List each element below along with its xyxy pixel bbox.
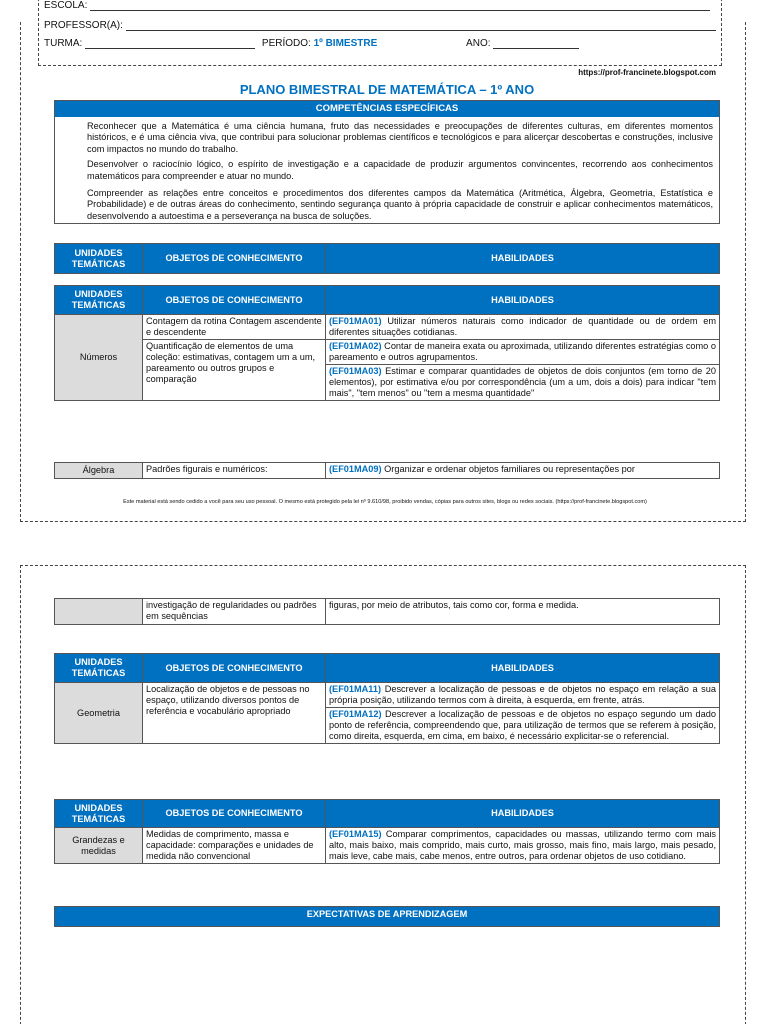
ano-label: ANO: xyxy=(466,38,491,49)
table-row xyxy=(55,340,720,365)
escola-line xyxy=(44,0,710,11)
habilidade-cell: (EF01MA09) Organizar e ordenar objetos familiares ou representações por xyxy=(326,463,720,479)
col-objetos: OBJETOS DE CONHECIMENTO xyxy=(143,654,326,683)
col-objetos: OBJETOS DE CONHECIMENTO xyxy=(143,286,326,315)
competencias-heading: COMPETÊNCIAS ESPECÍFICAS xyxy=(55,101,719,117)
escola-field[interactable] xyxy=(90,1,710,11)
table-row xyxy=(55,463,720,479)
unit-algebra: Álgebra xyxy=(55,463,143,479)
unit-grandezas: Grandezas e medidas xyxy=(55,828,143,864)
turma-label: TURMA: xyxy=(44,38,83,49)
col-unidades: UNIDADES TEMÁTICAS xyxy=(55,800,143,828)
habilidade-cell: (EF01MA12) Descrever a localização de pessoas e de objetos no espaço segundo um dado ponto de referência, compreendendo que, para utilização de termos que se referem à posição, como direita, esquerda, em cima, em baixo, é necessário explicitar-se o referencial. xyxy=(326,708,720,744)
geometria-table xyxy=(54,653,720,744)
habilidade-cell: (EF01MA15) Comparar comprimentos, capacidades ou massas, utilizando termo com mais alto, mais baixo, mais comprido, mais curto, mais grosso, mais fino, mais largo, mais pesado, mais leve, cabe mais, cabe menos, entre outros, para ordenar objetos de uso cotidiano. xyxy=(326,828,720,864)
copyright-footer: Este material está sendo cedido a você para seu uso pessoal. O mesmo está protegido pela lei nº 9.610/98, proibido vendas, cópias para outros sites, blogs ou redes sociais. (https://prof-francinete.blogspot.com) xyxy=(123,499,647,505)
habilidade-cell: (EF01MA11) Descrever a localização de pessoas e de objetos no espaço em relação a sua própria posição, utilizando termos com à direita, à esquerda, em frente, atrás. xyxy=(326,683,720,708)
page-2-frame xyxy=(20,565,746,1024)
page-title: PLANO BIMESTRAL DE MATEMÁTICA – 1º ANO xyxy=(239,82,535,97)
col-unidades: UNIDADES TEMÁTICAS xyxy=(55,244,143,274)
unit-geometria: Geometria xyxy=(55,683,143,744)
competencias-box xyxy=(54,100,720,224)
ano-field[interactable] xyxy=(493,39,579,49)
periodo-label: PERÍODO: xyxy=(261,38,311,49)
competencia-item: Compreender as relações entre conceitos e procedimentos dos diferentes campos da Matemática (Aritmética, Álgebra, Geometria, Estatística e Probabilidade) e de outras áreas do conhecimento, sentindo segurança quanto à própria capacidade de construir e aplicar conhecimentos matemáticos, desenvolvendo a autoestima e a perseverança na busca de soluções. xyxy=(87,188,713,221)
habilidade-cell: (EF01MA01) Utilizar números naturais como indicador de quantidade ou de ordem em diferentes situações cotidianas. xyxy=(326,315,720,340)
header-table xyxy=(54,243,720,274)
col-habilidades: HABILIDADES xyxy=(326,800,720,828)
table-row xyxy=(55,683,720,708)
col-objetos: OBJETOS DE CONHECIMENTO xyxy=(143,244,326,274)
unit-algebra-cont xyxy=(55,599,143,625)
professor-line xyxy=(44,20,716,31)
unit-numeros: Números xyxy=(55,315,143,401)
expectativas-heading: EXPECTATIVAS DE APRENDIZAGEM xyxy=(55,907,720,927)
habilidade-cell: (EF01MA03) Estimar e comparar quantidades de objetos de dois conjuntos (em torno de 20 elementos), por estimativa e/ou por correspondência (um a um, dois a dois) para indicar "tem mais", "tem menos" ou "tem a mesma quantidade" xyxy=(326,365,720,401)
professor-label: PROFESSOR(A): xyxy=(44,20,123,31)
turma-line xyxy=(44,38,579,49)
table-row xyxy=(55,315,720,340)
competencia-item: Reconhecer que a Matemática é uma ciência humana, fruto das necessidades e preocupações de diferentes culturas, em diferentes momentos históricos, e é uma ciência viva, que contribui para solucionar problemas científicos e tecnológicos e para alicerçar descobertas e construções, inclusive com impactos no mundo do trabalho. xyxy=(87,121,713,154)
periodo-value: 1º BIMESTRE xyxy=(313,38,378,49)
competencia-item: Desenvolver o raciocínio lógico, o espírito de investigação e a capacidade de produzir argumentos convincentes, recorrendo aos conhecimentos matemáticos para compreender e atuar no mundo. xyxy=(87,159,713,181)
professor-field[interactable] xyxy=(126,21,716,31)
col-unidades: UNIDADES TEMÁTICAS xyxy=(55,286,143,315)
habilidade-cell: figuras, por meio de atributos, tais como cor, forma e medida. xyxy=(326,599,720,625)
col-habilidades: HABILIDADES xyxy=(326,244,720,274)
objeto-cell: Quantificação de elementos de uma coleção: estimativas, contagem um a um, pareamento ou outros grupos e comparação xyxy=(143,340,326,401)
table-row xyxy=(55,828,720,864)
algebra-table xyxy=(54,462,720,479)
expectativas-table xyxy=(54,906,720,927)
objeto-cell: Padrões figurais e numéricos: xyxy=(143,463,326,479)
objeto-cell: Contagem da rotina Contagem ascendente e descendente xyxy=(143,315,326,340)
objeto-cell: investigação de regularidades ou padrões em sequências xyxy=(143,599,326,625)
escola-label: ESCOLA: xyxy=(44,0,88,11)
col-habilidades: HABILIDADES xyxy=(326,654,720,683)
numeros-table xyxy=(54,285,720,401)
col-objetos: OBJETOS DE CONHECIMENTO xyxy=(143,800,326,828)
algebra-table-continued xyxy=(54,598,720,625)
turma-field[interactable] xyxy=(85,39,255,49)
col-unidades: UNIDADES TEMÁTICAS xyxy=(55,654,143,683)
grandezas-table xyxy=(54,799,720,864)
objeto-cell: Medidas de comprimento, massa e capacidade: comparações e unidades de medida não convencional xyxy=(143,828,326,864)
col-habilidades: HABILIDADES xyxy=(326,286,720,315)
objeto-cell: Localização de objetos e de pessoas no espaço, utilizando diversos pontos de referência e vocabulário apropriado xyxy=(143,683,326,744)
table-row xyxy=(55,599,720,625)
site-link[interactable]: https://prof-francinete.blogspot.com xyxy=(578,68,716,77)
habilidade-cell: (EF01MA02) Contar de maneira exata ou aproximada, utilizando diferentes estratégias como o pareamento e outros agrupamentos. xyxy=(326,340,720,365)
